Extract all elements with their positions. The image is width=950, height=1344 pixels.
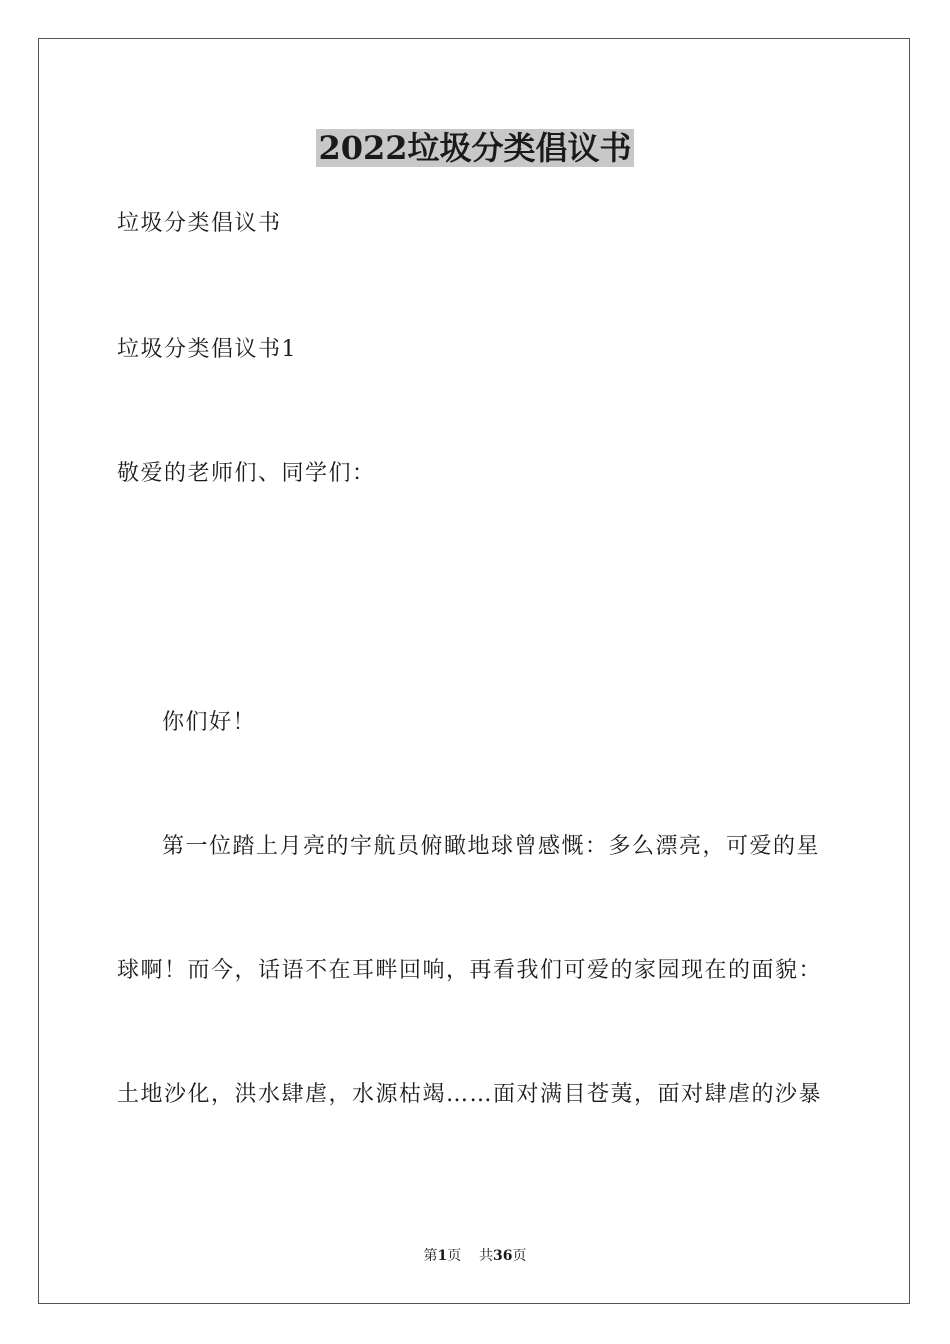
- document-title: [0, 126, 950, 170]
- subtitle-line: 垃圾分类倡议书: [117, 211, 282, 236]
- paragraph-line-1: 第一位踏上月亮的宇航员俯瞰地球曾感慨：多么漂亮，可爱的星: [162, 834, 821, 859]
- footer-page-suffix: 页: [447, 1248, 462, 1264]
- paragraph-line-3: 土地沙化，洪水肆虐，水源枯竭……面对满目苍荑，面对肆虐的沙暴: [117, 1082, 823, 1107]
- footer-total-pages: 36: [493, 1248, 513, 1264]
- footer-page-prefix: 第: [423, 1248, 438, 1264]
- document-title-text: 2022垃圾分类倡议书: [318, 129, 632, 167]
- section-heading: 垃圾分类倡议书1: [117, 337, 297, 362]
- footer-total-suffix: 页: [512, 1248, 527, 1264]
- page-footer: [0, 1246, 950, 1266]
- footer-total-prefix: 共: [479, 1248, 494, 1264]
- greeting: 你们好！: [162, 710, 257, 735]
- salutation: 敬爱的老师们、同学们：: [117, 461, 376, 486]
- footer-page-number: 1: [437, 1248, 448, 1264]
- paragraph-line-2: 球啊！而今，话语不在耳畔回响，再看我们可爱的家园现在的面貌：: [117, 958, 823, 983]
